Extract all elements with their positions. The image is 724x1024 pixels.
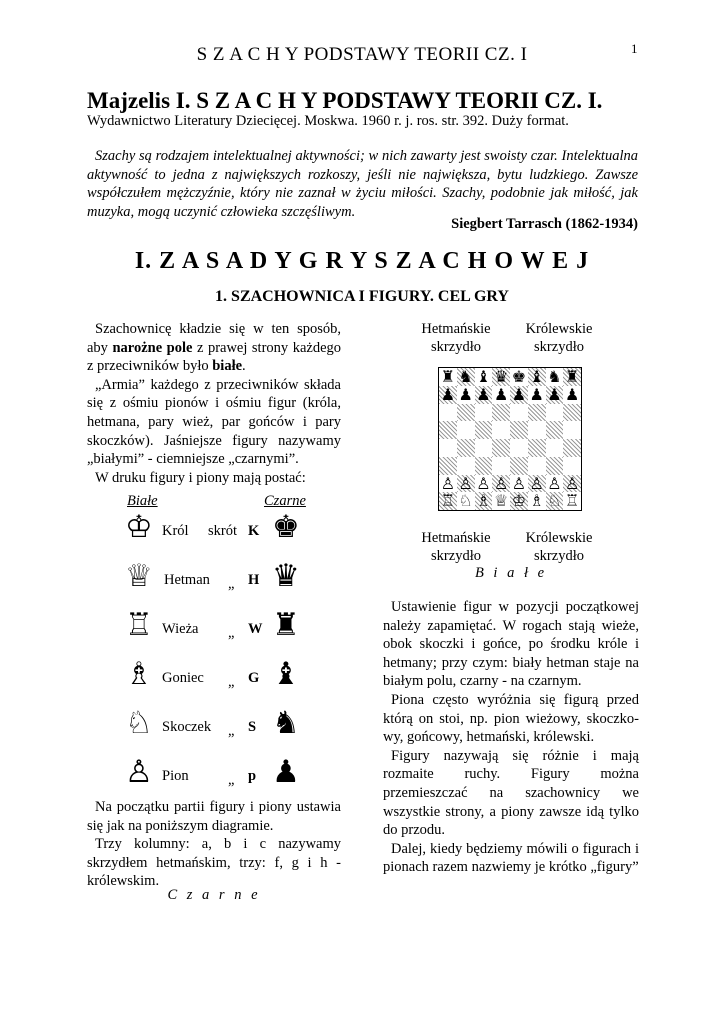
black-piece-icon: ♟ bbox=[493, 385, 509, 404]
black-piece-icon: ♜ bbox=[564, 368, 580, 386]
board-square bbox=[439, 368, 457, 386]
board-square bbox=[563, 492, 581, 510]
legend-white-header: Białe bbox=[127, 493, 158, 509]
piece-name: Pion bbox=[162, 768, 189, 784]
bottom-queen-wing-label: Hetmańskie skrzydło bbox=[421, 530, 491, 564]
board-square bbox=[546, 386, 564, 404]
black-piece-icon: ♟ bbox=[529, 385, 544, 404]
white-piece-icon: ♘ bbox=[547, 492, 562, 510]
board-square bbox=[563, 439, 581, 457]
black-piece-icon: ♟ bbox=[272, 754, 300, 790]
board-square bbox=[475, 492, 493, 510]
board-square bbox=[457, 475, 475, 493]
board-square bbox=[563, 368, 581, 386]
abbreviation-marker: „ bbox=[228, 674, 235, 690]
black-piece-icon: ♝ bbox=[529, 368, 544, 386]
board-square bbox=[457, 492, 475, 510]
board-square bbox=[457, 404, 475, 422]
piece-abbreviation: W bbox=[248, 621, 263, 637]
board-square bbox=[475, 439, 493, 457]
epigraph bbox=[87, 147, 638, 221]
section-title: 1. SZACHOWNICA I FIGURY. CEL GRY bbox=[215, 288, 509, 305]
board-square bbox=[439, 386, 457, 404]
left-column-intro bbox=[87, 320, 341, 487]
board-square bbox=[563, 421, 581, 439]
board-square bbox=[546, 457, 564, 475]
board-square bbox=[439, 404, 457, 422]
board-square bbox=[492, 368, 510, 386]
white-piece-icon: ♕ bbox=[125, 558, 153, 594]
white-piece-icon: ♔ bbox=[511, 492, 527, 510]
bottom-king-wing-label: Królewskie skrzydło bbox=[525, 530, 593, 564]
white-piece-icon: ♙ bbox=[529, 474, 544, 493]
white-piece-icon: ♙ bbox=[440, 474, 456, 493]
piece-abbreviation: S bbox=[248, 719, 257, 735]
board-square bbox=[492, 386, 510, 404]
black-piece-icon: ♟ bbox=[458, 385, 473, 404]
board-square bbox=[492, 492, 510, 510]
white-piece-icon: ♖ bbox=[564, 492, 580, 510]
board-square bbox=[510, 492, 528, 510]
board-square bbox=[475, 475, 493, 493]
board-square bbox=[546, 475, 564, 493]
page-number: 1 bbox=[631, 41, 638, 56]
emphasis: białe bbox=[212, 358, 243, 375]
board-square bbox=[528, 439, 546, 457]
board-square bbox=[492, 421, 510, 439]
board-square bbox=[492, 457, 510, 475]
black-piece-icon: ♟ bbox=[476, 385, 491, 404]
board-square bbox=[528, 368, 546, 386]
black-piece-icon: ♟ bbox=[440, 385, 456, 404]
epigraph-author: Siegbert Tarrasch (1862-1934) bbox=[451, 216, 638, 232]
abbreviation-marker: skrót bbox=[208, 523, 237, 539]
publication-info: Wydawnictwo Literatury Dziecięcej. Moskwa. 1960 r. j. ros. str. 392. Duży format. bbox=[87, 113, 569, 129]
board-square bbox=[563, 457, 581, 475]
white-side-label: B i a ł e bbox=[474, 565, 548, 581]
piece-abbreviation: H bbox=[248, 572, 260, 588]
board-square bbox=[528, 386, 546, 404]
paragraph: Dalej, kiedy będziemy mówili o figurach i pionach razem nazwiemy je krótko „figury” bbox=[383, 840, 639, 876]
board-square bbox=[475, 421, 493, 439]
paragraph: Trzy kolumny: a, b i c nazywamy skrzydłem hetmańskim, trzy: f, g i h - królewskim. bbox=[87, 836, 341, 890]
board-square bbox=[510, 421, 528, 439]
board-square bbox=[510, 457, 528, 475]
board-square bbox=[563, 475, 581, 493]
paragraph: Szachownicę kładzie się w ten sposób, aby narożne pole z prawej strony każdego z przeciwników było białe. bbox=[87, 321, 342, 375]
piece-name: Wieża bbox=[162, 621, 199, 637]
paragraph: Ustawienie figur w pozycji początkowej należy zapamiętać. W rogach stają wieże, obok skoczki i gońce, po środku króle i hetmany; przy czym: biały hetman staje na białym polu, czarny - na czarnym. bbox=[383, 599, 639, 690]
board-square bbox=[439, 439, 457, 457]
board-square bbox=[510, 439, 528, 457]
board-square bbox=[492, 439, 510, 457]
white-piece-icon: ♗ bbox=[476, 492, 491, 510]
piece-name: Hetman bbox=[164, 572, 210, 588]
black-piece-icon: ♟ bbox=[547, 385, 562, 404]
black-piece-icon: ♜ bbox=[272, 607, 300, 643]
board-square bbox=[546, 421, 564, 439]
board-square bbox=[492, 404, 510, 422]
piece-name: Goniec bbox=[162, 670, 204, 686]
board-square bbox=[510, 475, 528, 493]
board-square bbox=[510, 386, 528, 404]
piece-abbreviation: p bbox=[248, 768, 257, 784]
board-square bbox=[510, 404, 528, 422]
paragraph: Piona często wyróżnia się figurą przed którą on stoi, np. pion wieżowy, skoczko-wy, gońcowy, hetmański, królewski. bbox=[383, 691, 639, 746]
black-piece-icon: ♞ bbox=[547, 368, 562, 386]
white-piece-icon: ♘ bbox=[458, 492, 473, 510]
black-side-label: C z a r n e bbox=[167, 887, 261, 903]
board-square bbox=[492, 475, 510, 493]
white-piece-icon: ♙ bbox=[493, 474, 509, 493]
chapter-title: I. Z A S A D Y G R Y S Z A C H O W E J bbox=[134, 248, 590, 274]
board-square bbox=[475, 404, 493, 422]
top-queen-wing-label: Hetmańskie skrzydło bbox=[421, 321, 491, 355]
black-piece-icon: ♛ bbox=[272, 558, 300, 594]
white-piece-icon: ♙ bbox=[125, 754, 153, 790]
piece-abbreviation: K bbox=[248, 523, 260, 539]
white-piece-icon: ♙ bbox=[564, 474, 580, 493]
board-square bbox=[457, 439, 475, 457]
board-square bbox=[528, 457, 546, 475]
board-square bbox=[546, 492, 564, 510]
white-piece-icon: ♙ bbox=[476, 474, 491, 493]
board-square bbox=[528, 421, 546, 439]
white-piece-icon: ♙ bbox=[547, 474, 562, 493]
white-piece-icon: ♗ bbox=[125, 656, 153, 692]
board-square bbox=[475, 386, 493, 404]
white-piece-icon: ♗ bbox=[529, 492, 544, 510]
piece-name: Skoczek bbox=[162, 719, 212, 735]
board-square bbox=[457, 368, 475, 386]
board-square bbox=[439, 475, 457, 493]
book-title: Majzelis I. S Z A C H Y PODSTAWY TEORII CZ. I. bbox=[87, 88, 603, 113]
abbreviation-marker: „ bbox=[228, 576, 235, 592]
board-square bbox=[546, 439, 564, 457]
abbreviation-marker: „ bbox=[228, 625, 235, 641]
board-square bbox=[457, 421, 475, 439]
white-piece-icon: ♖ bbox=[125, 607, 153, 643]
board-square bbox=[528, 475, 546, 493]
epigraph-text: Szachy są rodzajem intelektualnej aktywności; w nich zawarty jest swoisty czar. Intelektualna aktywność to jedna z największych rozkoszy, jeśli nie największa, bytu ludzkiego. Zawsze współczułem mężczyźnie, który nie zaznał w życiu miłości. Szachy, podobnie jak miłość, jak muzyka, mogą uczynić człowieka szczęśliwym. bbox=[87, 148, 638, 220]
right-column bbox=[383, 598, 639, 877]
paragraph: W druku figury i piony mają postać: bbox=[95, 469, 306, 486]
chessboard-diagram bbox=[438, 367, 582, 511]
black-piece-icon: ♝ bbox=[476, 368, 491, 386]
board-square bbox=[457, 457, 475, 475]
white-piece-icon: ♖ bbox=[440, 492, 456, 510]
legend-black-header: Czarne bbox=[264, 493, 306, 509]
black-piece-icon: ♟ bbox=[511, 385, 527, 404]
piece-abbreviation: G bbox=[248, 670, 260, 686]
black-piece-icon: ♛ bbox=[493, 368, 509, 386]
board-square bbox=[546, 368, 564, 386]
top-king-wing-label: Królewskie skrzydło bbox=[525, 321, 593, 355]
board-square bbox=[457, 386, 475, 404]
black-piece-icon: ♟ bbox=[564, 385, 580, 404]
black-piece-icon: ♚ bbox=[511, 368, 527, 386]
white-piece-icon: ♙ bbox=[511, 474, 527, 493]
black-piece-icon: ♜ bbox=[440, 368, 456, 386]
board-square bbox=[475, 457, 493, 475]
white-piece-icon: ♙ bbox=[458, 474, 473, 493]
board-square bbox=[528, 492, 546, 510]
black-piece-icon: ♞ bbox=[458, 368, 473, 386]
board-square bbox=[563, 404, 581, 422]
board-square bbox=[563, 386, 581, 404]
board-square bbox=[439, 421, 457, 439]
board-square bbox=[475, 368, 493, 386]
paragraph: „Armia” każdego z przeciwników składa się z ośmiu pionów i ośmiu figur (króla, hetmana, pary wież, par gońców i pary skoczków). Jaśniejsze figury nazywamy „białymi” - ciemniejsze „czarnymi”. bbox=[87, 376, 341, 468]
running-header: S Z A C H Y PODSTAWY TEORII CZ. I bbox=[196, 44, 528, 65]
white-piece-icon: ♘ bbox=[125, 705, 153, 741]
piece-name: Król bbox=[162, 523, 189, 539]
board-square bbox=[546, 404, 564, 422]
board-square bbox=[439, 457, 457, 475]
black-piece-icon: ♝ bbox=[272, 656, 300, 692]
white-piece-icon: ♔ bbox=[125, 509, 153, 545]
board-square bbox=[439, 492, 457, 510]
black-piece-icon: ♚ bbox=[272, 509, 300, 545]
abbreviation-marker: „ bbox=[228, 772, 235, 788]
white-piece-icon: ♕ bbox=[493, 492, 509, 510]
board-square bbox=[528, 404, 546, 422]
paragraph: Na początku partii figury i piony ustawia się jak na poniższym diagramie. bbox=[87, 799, 341, 834]
abbreviation-marker: „ bbox=[228, 723, 235, 739]
left-column-outro bbox=[87, 798, 341, 891]
black-piece-icon: ♞ bbox=[272, 705, 300, 741]
paragraph: Figury nazywają się różnie i mają rozmaite ruchy. Figury można przemieszczać na szachownicy we wszystkie strony, a piony zawsze idą tylko do przodu. bbox=[383, 747, 639, 839]
emphasis: narożne pole bbox=[112, 339, 193, 356]
board-square bbox=[510, 368, 528, 386]
